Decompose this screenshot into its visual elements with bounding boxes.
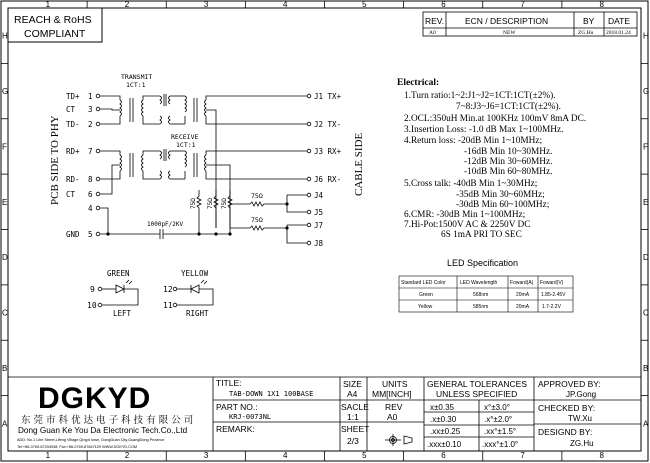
pin-label-gnd: GND <box>66 230 80 239</box>
pin-j2: J2 TX- <box>314 120 342 129</box>
led-pin-10: 10 <box>87 301 97 310</box>
pin-num-2: 2 <box>88 120 93 129</box>
column-label: 5 <box>362 451 367 460</box>
electrical-line: -35dB Min 30~60MHz; <box>456 190 545 200</box>
row-label: H <box>643 31 649 41</box>
row-label: C <box>2 308 8 318</box>
led-spec-cell: 585nm <box>473 304 489 310</box>
led-green-label: GREEN <box>107 269 130 278</box>
led-spec-cell: Yellow <box>418 304 433 310</box>
led-pin-9: 9 <box>90 285 95 294</box>
pin-num-6: 6 <box>88 190 93 199</box>
column-label: 8 <box>599 451 604 460</box>
electrical-line: 5.Cross talk: -40dB Min 1~30MHz; <box>404 179 538 189</box>
transmit-label: TRANSMIT <box>121 73 153 81</box>
pcb-side-label: PCB SIDE TO PHY <box>49 115 61 205</box>
rev-row-rev: A0 <box>429 30 436 36</box>
column-label: 4 <box>282 451 288 460</box>
row-label: F <box>2 142 7 152</box>
size-label: SIZE <box>343 379 362 389</box>
pin-label-rd-minus: RD- <box>66 175 80 184</box>
rev-header-rev: REV. <box>425 16 445 26</box>
compliance-box <box>8 8 102 42</box>
column-label: 1 <box>45 451 51 460</box>
pin-j3: J3 RX+ <box>314 147 342 156</box>
column-label: 3 <box>203 451 209 460</box>
pin-num-1: 1 <box>88 92 93 101</box>
pin-label-td-plus: TD+ <box>66 92 80 101</box>
led-spec-header: Foward(V) <box>540 280 564 286</box>
pin-num-4: 4 <box>88 204 93 213</box>
column-label: 6 <box>441 0 446 9</box>
resistor-label-5: 75Ω <box>251 216 263 224</box>
electrical-line: -30dB Min 60~100MHz; <box>456 200 550 210</box>
tolerance-value: .xx°±1.5° <box>484 427 517 436</box>
receive-ratio: 1CT:1 <box>176 141 196 149</box>
row-label: B <box>643 363 649 373</box>
capacitor-label: 1000pF/2KV <box>147 221 184 228</box>
rev-header-ecn: ECN / DESCRIPTION <box>465 16 549 26</box>
column-label: 7 <box>520 0 525 9</box>
pin-label-ct-6: CT <box>66 190 76 199</box>
cable-side-label: CABLE SIDE <box>353 132 365 196</box>
led-spec-header: LED Wavelength <box>460 280 498 286</box>
pin-num-5: 5 <box>88 230 93 239</box>
column-label: 3 <box>203 0 209 9</box>
led-pin-11: 11 <box>163 301 173 310</box>
row-label: C <box>643 308 649 318</box>
led-spec-title: LED Specification <box>447 258 519 268</box>
transmit-ratio: 1CT:1 <box>126 81 146 89</box>
receive-label: RECEIVE <box>171 133 199 141</box>
checked-value: TW.Xu <box>568 414 593 423</box>
checked-label: CHECKED BY: <box>538 403 596 413</box>
tolerance-value: .xx±0.25 <box>430 427 461 436</box>
row-label: D <box>2 253 8 263</box>
row-label: B <box>2 363 8 373</box>
electrical-line: 3.Insertion Loss: -1.0 dB Max 1~100MHz. <box>404 125 564 135</box>
electrical-spec <box>397 78 586 240</box>
led-yellow-label: YELLOW <box>181 269 209 278</box>
electrical-line: 7.Hi-Pot:1500V AC & 2250V DC <box>404 220 531 230</box>
company-logo: DGKYD <box>38 382 152 415</box>
column-label: 4 <box>282 0 288 9</box>
resistor-label-1: 75Ω <box>190 198 197 209</box>
rev-header-date: DATE <box>608 16 631 26</box>
led-spec-table <box>399 258 573 312</box>
row-label: E <box>2 197 8 207</box>
electrical-line: 6S 1mA PRI TO SEC <box>441 230 522 240</box>
tolerance-title-2: UNLESS SPECIFIED <box>436 389 518 399</box>
title-label: TITLE: <box>216 378 242 388</box>
column-label: 8 <box>599 0 604 9</box>
company-name-en: Dong Guan Ke You Da Electronic Tech.Co.,Ltd <box>18 426 188 435</box>
led-symbols <box>98 280 213 307</box>
designed-label: DESIGND BY: <box>538 427 593 437</box>
pin-label-rd-plus: RD+ <box>66 147 80 156</box>
electrical-line: -12dB Min 30~60MHz. <box>464 157 553 167</box>
led-spec-header: Standard LED Color <box>401 280 446 286</box>
title-value: TAB-DOWN 1X1 100BASE <box>229 390 314 398</box>
row-label: F <box>643 142 648 152</box>
tolerance-value: .x±0.30 <box>430 415 457 424</box>
column-label: 7 <box>520 451 525 460</box>
pin-j1: J1 TX+ <box>314 92 342 101</box>
pin-label-ct-3: CT <box>66 105 76 114</box>
resistor-label-3: 75Ω <box>221 198 228 209</box>
electrical-line: 1.Turn ratio:1~2:J1~J2=1CT:1CT(±2%). <box>404 91 556 101</box>
electrical-line: -10dB Min 60~80MHz. <box>464 167 553 177</box>
led-spec-cell: 20mA <box>516 304 530 310</box>
column-label: 6 <box>441 451 446 460</box>
led-spec-cell: 1.7-2.2V <box>542 304 561 310</box>
pin-j4: J4 <box>314 191 324 200</box>
schematic <box>49 73 365 318</box>
led-left-label: LEFT <box>113 309 132 318</box>
column-label: 2 <box>124 0 130 9</box>
tolerance-value: .xxx°±1.0° <box>482 440 519 449</box>
size-value: A4 <box>347 389 358 399</box>
sheet-value: 2/3 <box>347 436 359 446</box>
row-label: G <box>2 87 9 97</box>
led-spec-cell: 1.85-2.45V <box>541 292 566 298</box>
part-label: PART NO.: <box>216 402 258 412</box>
tolerance-value: .xxx±0.10 <box>427 440 462 449</box>
scale-value: 1:1 <box>347 412 359 422</box>
row-label: E <box>643 197 649 207</box>
led-spec-cell: Green <box>419 292 433 298</box>
company-tel: Tel:+86-0769-87334938; Fax:+86-0769-87847129 WWW.DGKYD.COM <box>17 445 138 449</box>
electrical-line: 4.Return loss: -20dB Min 1~10MHz; <box>404 136 543 146</box>
company-name-cn: 东 莞 市 科 优 达 电 子 科 技 有 限 公 司 <box>21 415 194 426</box>
units-label: UNITS <box>382 379 408 389</box>
electrical-title: Electrical: <box>397 78 440 88</box>
rev-row-desc: NEW <box>503 30 516 36</box>
company-address: ADD: No.1 Lihe Street,Lifeng Village,Qingxi town, DongGuan City,GuangDong Province <box>17 438 165 442</box>
compliance-line-1: REACH & RoHS <box>14 14 92 26</box>
row-label: D <box>643 253 649 263</box>
resistor-label-4: 75Ω <box>251 192 263 200</box>
electrical-line: 6.CMR: -30dB Min 1~100MHz; <box>404 210 526 220</box>
led-right-label: RIGHT <box>186 309 209 318</box>
led-spec-cell: 568nm <box>473 292 489 298</box>
electrical-line: -16dB Min 10~30MHz. <box>464 147 553 157</box>
electrical-line: 2.OCL:350uH Min.at 100KHz 100mV 8mA DC. <box>404 114 587 124</box>
pin-j5: J5 <box>314 208 324 217</box>
pin-num-8: 8 <box>88 175 93 184</box>
led-spec-header: Foward(A) <box>510 280 534 286</box>
rev-label: REV <box>385 402 403 412</box>
remark-label: REMARK: <box>216 424 255 434</box>
pin-j8: J8 <box>314 239 324 248</box>
row-label: A <box>2 419 8 429</box>
rev-value: A0 <box>387 412 398 422</box>
pin-j7: J7 <box>314 221 324 230</box>
approved-label: APPROVED BY: <box>538 379 601 389</box>
tolerance-title-1: GENERAL TOLERANCES <box>427 379 527 389</box>
pin-num-3: 3 <box>88 105 93 114</box>
tolerance-value: x°±3.0° <box>484 403 510 412</box>
row-label: G <box>643 87 650 97</box>
approved-value: JP.Gong <box>566 390 597 399</box>
resistor-label-2: 75Ω <box>207 198 214 209</box>
units-value: MM[INCH] <box>372 389 412 399</box>
row-label: A <box>643 419 649 429</box>
rev-row-by: ZG.Hu <box>578 30 594 36</box>
tolerance-value: .x°±2.0° <box>484 415 513 424</box>
designed-value: ZG.Hu <box>570 439 594 448</box>
row-label: H <box>2 31 8 41</box>
rev-row-date: 2018.01.24 <box>606 30 631 36</box>
led-spec-cell: 20mA <box>516 292 530 298</box>
pin-j6: J6 RX- <box>314 175 342 184</box>
tolerance-value: x±0.35 <box>430 403 454 412</box>
column-label: 2 <box>124 451 130 460</box>
electrical-line: 7~8:J3~J6=1CT:1CT(±2%). <box>456 102 561 112</box>
compliance-line-2: COMPLIANT <box>24 28 86 40</box>
rev-header-by: BY <box>583 16 595 26</box>
pin-label-td-minus: TD- <box>66 120 80 129</box>
column-label: 5 <box>362 0 367 9</box>
sheet-label: SHEET <box>341 424 370 434</box>
column-label: 1 <box>45 0 51 9</box>
wiring <box>96 94 311 245</box>
part-value: KRJ-0073NL <box>229 413 272 421</box>
scale-label: SACLE <box>341 402 369 412</box>
pin-num-7: 7 <box>88 147 93 156</box>
led-pin-12: 12 <box>163 285 173 294</box>
